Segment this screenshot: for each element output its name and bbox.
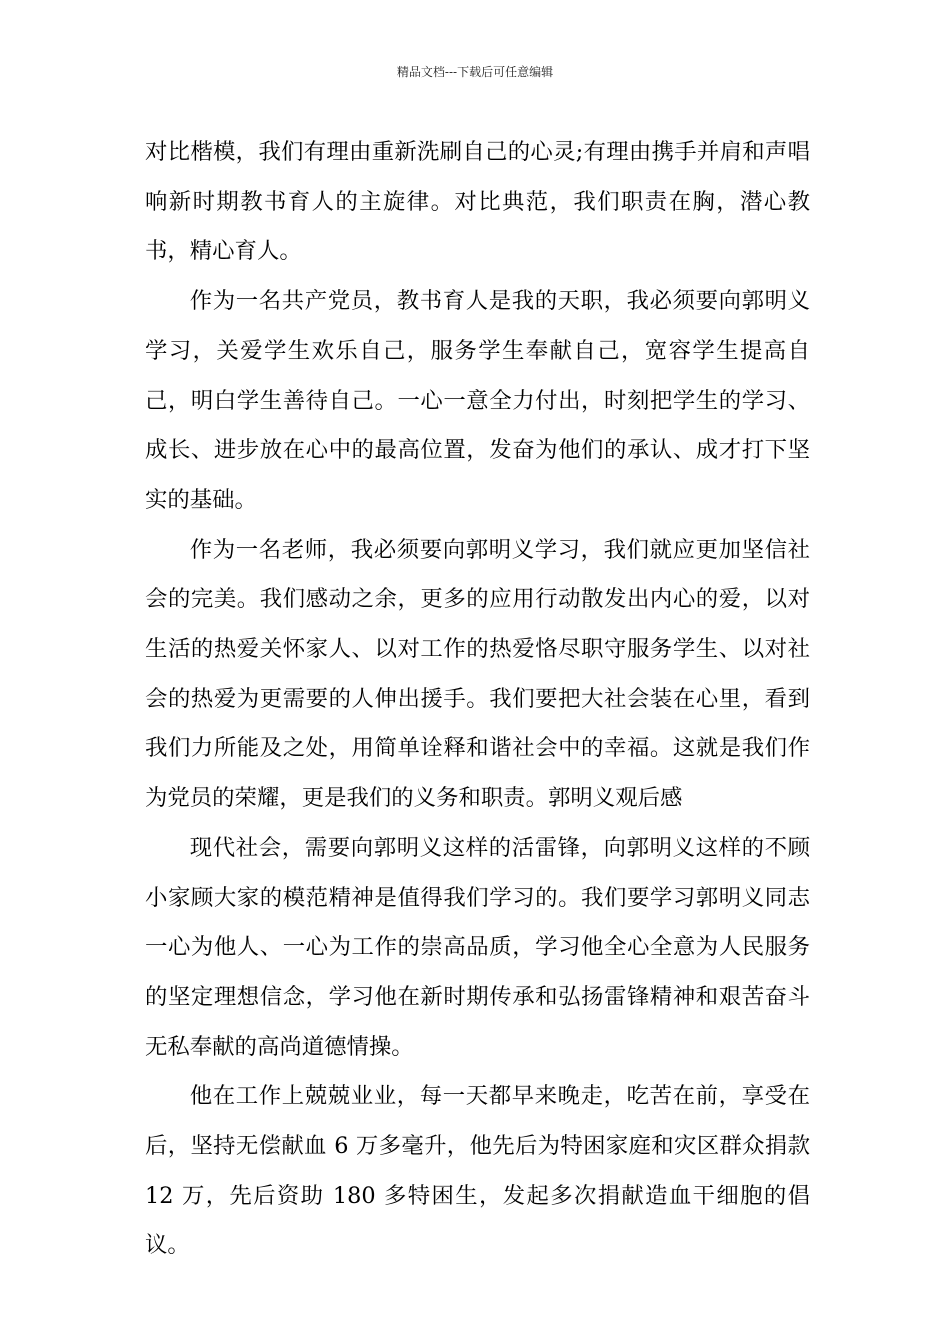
document-body <box>145 128 810 1271</box>
paragraph-4: 现代社会，需要向郭明义这样的活雷锋，向郭明义这样的不顾小家顾大家的模范精神是值得我们学习的。我们要学习郭明义同志一心为他人、一心为工作的崇高品质，学习他全心全意为人民服务的坚定理想信念，学习他在新时期传承和弘扬雷锋精神和艰苦奋斗无私奉献的高尚道德情操。 <box>145 834 810 1060</box>
paragraph-3: 作为一名老师，我必须要向郭明义学习，我们就应更加坚信社会的完美。我们感动之余，更多的应用行动散发出内心的爱，以对生活的热爱关怀家人、以对工作的热爱恪尽职守服务学生、以对社会的热爱为更需要的人伸出援手。我们要把大社会装在心里，看到我们力所能及之处，用简单诠释和谐社会中的幸福。这就是我们作为党员的荣耀，更是我们的义务和职责。郭明义观后感 <box>145 536 810 812</box>
paragraph-2: 作为一名共产党员，教书育人是我的天职，我必须要向郭明义学习，关爱学生欢乐自己，服务学生奉献自己，宽容学生提高自己，明白学生善待自己。一心一意全力付出，时刻把学生的学习、成长、进步放在心中的最高位置，发奋为他们的承认、成才打下坚实的基础。 <box>145 288 810 513</box>
paragraph-5: 他在工作上兢兢业业，每一天都早来晚走，吃苦在前，享受在后，坚持无偿献血 6 万多毫升，他先后为特困家庭和灾区群众捐款 12 万，先后资助 180 多特困生，发起多次捐献造血干细胞的倡议。 <box>145 1083 810 1259</box>
page-header: 精品文档---下载后可任意编辑 <box>396 65 554 79</box>
paragraph-1: 对比楷模，我们有理由重新洗刷自己的心灵;有理由携手并肩和声唱响新时期教书育人的主旋律。对比典范，我们职责在胸，潜心教书，精心育人。 <box>145 139 810 265</box>
